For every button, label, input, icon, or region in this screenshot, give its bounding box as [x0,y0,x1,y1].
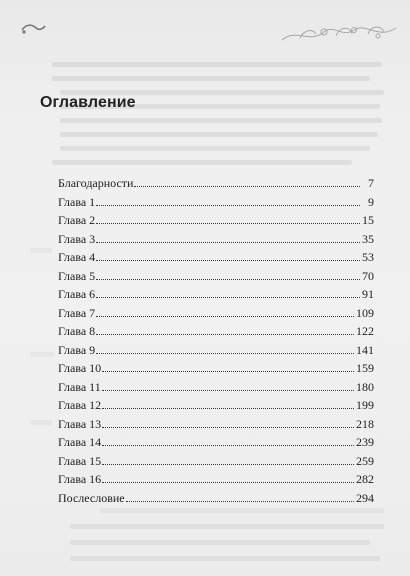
toc-entry-page-number: 239 [356,435,374,449]
toc-entry-page-number: 259 [356,453,374,468]
toc-entry-page-number: 141 [356,342,374,357]
toc-entry [58,250,374,269]
toc-entry-page-number: 35 [362,231,374,246]
dot-leader [102,445,354,446]
toc-entry-page-number: 159 [356,361,374,375]
toc-entry [58,232,374,251]
dot-leader [126,501,354,502]
toc-entry-page-number: 294 [356,490,374,505]
toc-entry-page-number: 199 [356,398,374,412]
dot-leader [96,297,360,298]
toc-entry [58,306,374,325]
toc-entry-page-number: 91 [362,287,374,301]
toc-entry-label: Глава 3 [58,231,96,246]
table-of-contents [58,176,374,509]
dot-leader [134,186,360,187]
dot-leader [96,353,354,354]
dot-leader [96,279,360,280]
toc-entry [58,195,374,214]
dot-leader [102,408,354,409]
toc-entry-page-number: 9 [368,194,374,209]
toc-entry [58,213,374,232]
toc-entry [58,380,374,399]
toc-entry-page-number: 109 [356,305,374,320]
decorative-header-ornament-icon [280,14,400,48]
dot-leader [102,427,354,428]
dot-leader [96,205,360,206]
dot-leader [96,316,354,317]
toc-entry [58,417,374,436]
page-title: Оглавление [40,94,136,111]
toc-entry [58,454,374,473]
toc-entry [58,269,374,288]
toc-entry-page-number: 180 [356,379,374,394]
toc-entry [58,287,374,306]
toc-entry-label: Глава 7 [58,305,96,320]
toc-entry [58,398,374,417]
toc-entry-page-number: 7 [368,176,374,190]
toc-entry-label: Глава 15 [58,453,102,468]
toc-entry [58,361,374,380]
toc-entry-page-number: 218 [356,416,374,431]
toc-entry-page-number: 122 [356,324,374,338]
toc-entry-label: Глава 11 [58,379,101,394]
toc-entry-label: Глава 1 [58,194,96,209]
toc-entry-page-number: 282 [356,472,374,486]
toc-entry-label: Глава 10 [58,361,102,375]
dot-leader [102,371,354,372]
toc-entry [58,491,374,510]
toc-entry [58,343,374,362]
toc-entry-label: Глава 12 [58,398,102,412]
corner-ornament-icon [18,16,48,40]
dot-leader [96,223,360,224]
toc-entry-label: Послесловие [58,490,125,505]
toc-entry [58,435,374,454]
toc-entry-label: Глава 5 [58,268,96,283]
dot-leader [96,260,360,261]
toc-entry [58,176,374,195]
toc-entry-label: Глава 2 [58,213,96,227]
toc-entry-page-number: 15 [362,213,374,227]
toc-entry-label: Глава 4 [58,250,96,264]
dot-leader [96,334,354,335]
toc-entry-label: Глава 6 [58,287,96,301]
toc-entry-page-number: 70 [362,268,374,283]
toc-entry-label: Глава 8 [58,324,96,338]
toc-entry-label: Глава 14 [58,435,102,449]
toc-entry [58,324,374,343]
toc-entry-label: Глава 16 [58,472,102,486]
dot-leader [102,464,354,465]
toc-entry-label: Благодарности [58,176,134,190]
dot-leader [96,242,360,243]
dot-leader [102,482,354,483]
toc-entry-label: Глава 13 [58,416,102,431]
toc-entry [58,472,374,491]
toc-entry-page-number: 53 [362,250,374,264]
toc-entry-label: Глава 9 [58,342,96,357]
dot-leader [102,390,354,391]
